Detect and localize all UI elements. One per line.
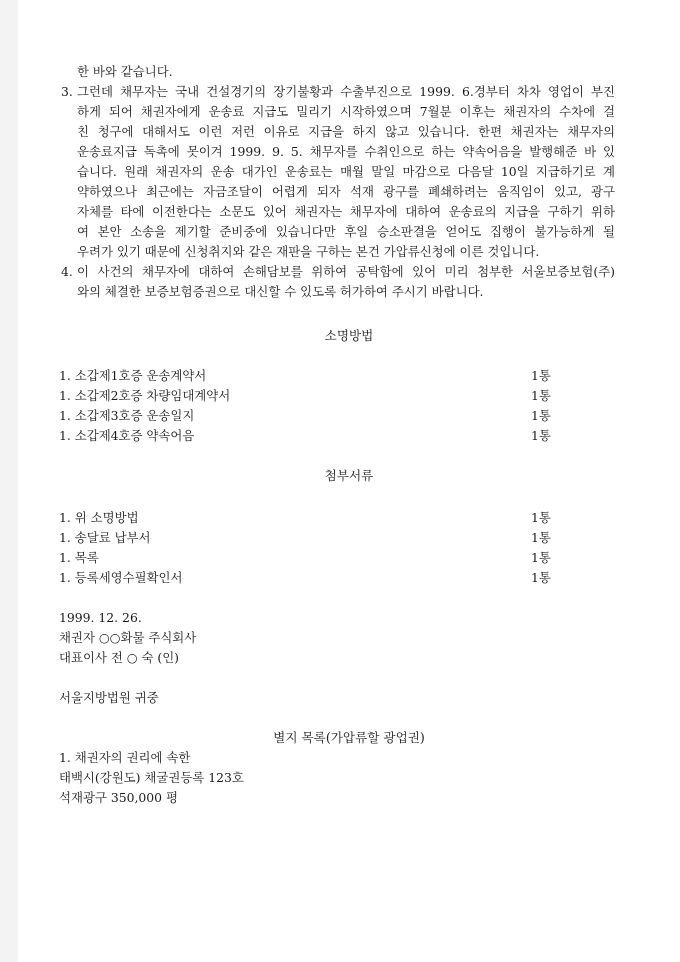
attachment-item (59, 508, 579, 528)
annex-line: 태백시(강원도) 채굴권등록 123호 (59, 770, 244, 785)
document-page (18, 0, 680, 962)
evidence-item (59, 386, 579, 406)
para3-line: 하게 되어 채권자에게 운송료 지급도 밀리기 시작하였으며 7월분 이후는 채권자의 수차에 걸 (77, 104, 615, 119)
evidence-item (59, 406, 579, 426)
evidence-item (59, 366, 579, 386)
para3-number: 3. (61, 84, 73, 99)
evidence-item-count: 1통 (531, 428, 551, 443)
evidence-item-label: 1. 소갑제4호증 약속어음 (59, 428, 195, 443)
attachment-item-count: 1통 (531, 550, 551, 565)
para3-line: 약하였으나 최근에는 자금조달이 어렵게 되자 석재 광구를 폐쇄하려는 움직임이 있고, 광구 (77, 184, 615, 199)
attachment-item-count: 1통 (531, 510, 551, 525)
evidence-item-label: 1. 소갑제3호증 운송일지 (59, 408, 195, 423)
evidence-item-label: 1. 소갑제1호증 운송계약서 (59, 368, 207, 383)
attachment-item-count: 1통 (531, 530, 551, 545)
attachment-item-label: 1. 등록세영수필확인서 (59, 570, 183, 585)
para4-number: 4. (61, 264, 73, 279)
evidence-item-count: 1통 (531, 408, 551, 423)
annex-heading: 별지 목록(가압류할 광업권) (273, 730, 425, 745)
attachments-heading: 첨부서류 (324, 468, 374, 483)
attachment-item (59, 548, 579, 568)
para3-line: 여 본안 소송을 제기할 준비중에 있습니다만 후일 승소판결을 얻어도 집행이 불가능하게 될 (77, 224, 615, 239)
para3-body (77, 82, 615, 262)
evidence-item-label: 1. 소갑제2호증 차량임대계약서 (59, 388, 231, 403)
evidence-item-count: 1통 (531, 388, 551, 403)
court-addressee: 서울지방법원 귀중 (59, 690, 159, 705)
attachment-item (59, 528, 579, 548)
attachment-item-label: 1. 송달료 납부서 (59, 530, 151, 545)
evidence-heading: 소명방법 (324, 328, 374, 343)
para3-line: 운송료지급 독촉에 못이겨 1999. 9. 5. 채무자를 수취인으로 하는 약속어음을 발행해준 바 있 (77, 144, 615, 159)
para3-line: 습니다. 원래 채권자의 운송 대가인 운송료는 매월 말일 마감으로 다음달 10일 지급하기로 계 (77, 164, 615, 179)
attachment-item-label: 1. 목록 (59, 550, 99, 565)
para3-line: 그런데 채무자는 국내 건설경기의 장기불황과 수출부진으로 1999. 6.경부터 차차 영업이 부진 (77, 84, 615, 99)
evidence-item (59, 426, 579, 446)
para3-line: 자체를 타에 이전한다는 소문도 있어 채권자는 채무자에 대하여 운송료의 지급을 구하기 위하 (77, 204, 615, 219)
attachment-item-label: 1. 위 소명방법 (59, 510, 139, 525)
filing-date: 1999. 12. 26. (59, 610, 142, 625)
annex-line: 1. 채권자의 권리에 속한 (59, 750, 191, 765)
attachment-item-count: 1통 (531, 570, 551, 585)
annex-line: 석재광구 350,000 평 (59, 790, 178, 805)
para3-line: 친 청구에 대해서도 이런 저런 이유로 지급을 하지 않고 있습니다. 한편 채권자는 채무자의 (77, 124, 615, 139)
para4-line: 이 사건의 채무자에 대하여 손해담보를 위하여 공탁함에 있어 미리 첨부한 서울보증보험(주) (77, 264, 615, 279)
para4-line: 와의 체결한 보증보험증권으로 대신할 수 있도록 허가하여 주시기 바랍니다. (77, 284, 484, 299)
para3-line: 우려가 있기 때문에 신청취지와 같은 재판을 구하는 본건 가압류신청에 이른 것입니다. (77, 244, 540, 259)
attachment-item (59, 568, 579, 588)
intro-tail: 한 바와 같습니다. (77, 64, 173, 79)
representative-name: 대표이사 전 ○ 숙 (인) (59, 650, 180, 665)
para4-body (77, 262, 615, 302)
creditor-name: 채권자 ○○화물 주식회사 (59, 630, 197, 645)
evidence-item-count: 1통 (531, 368, 551, 383)
